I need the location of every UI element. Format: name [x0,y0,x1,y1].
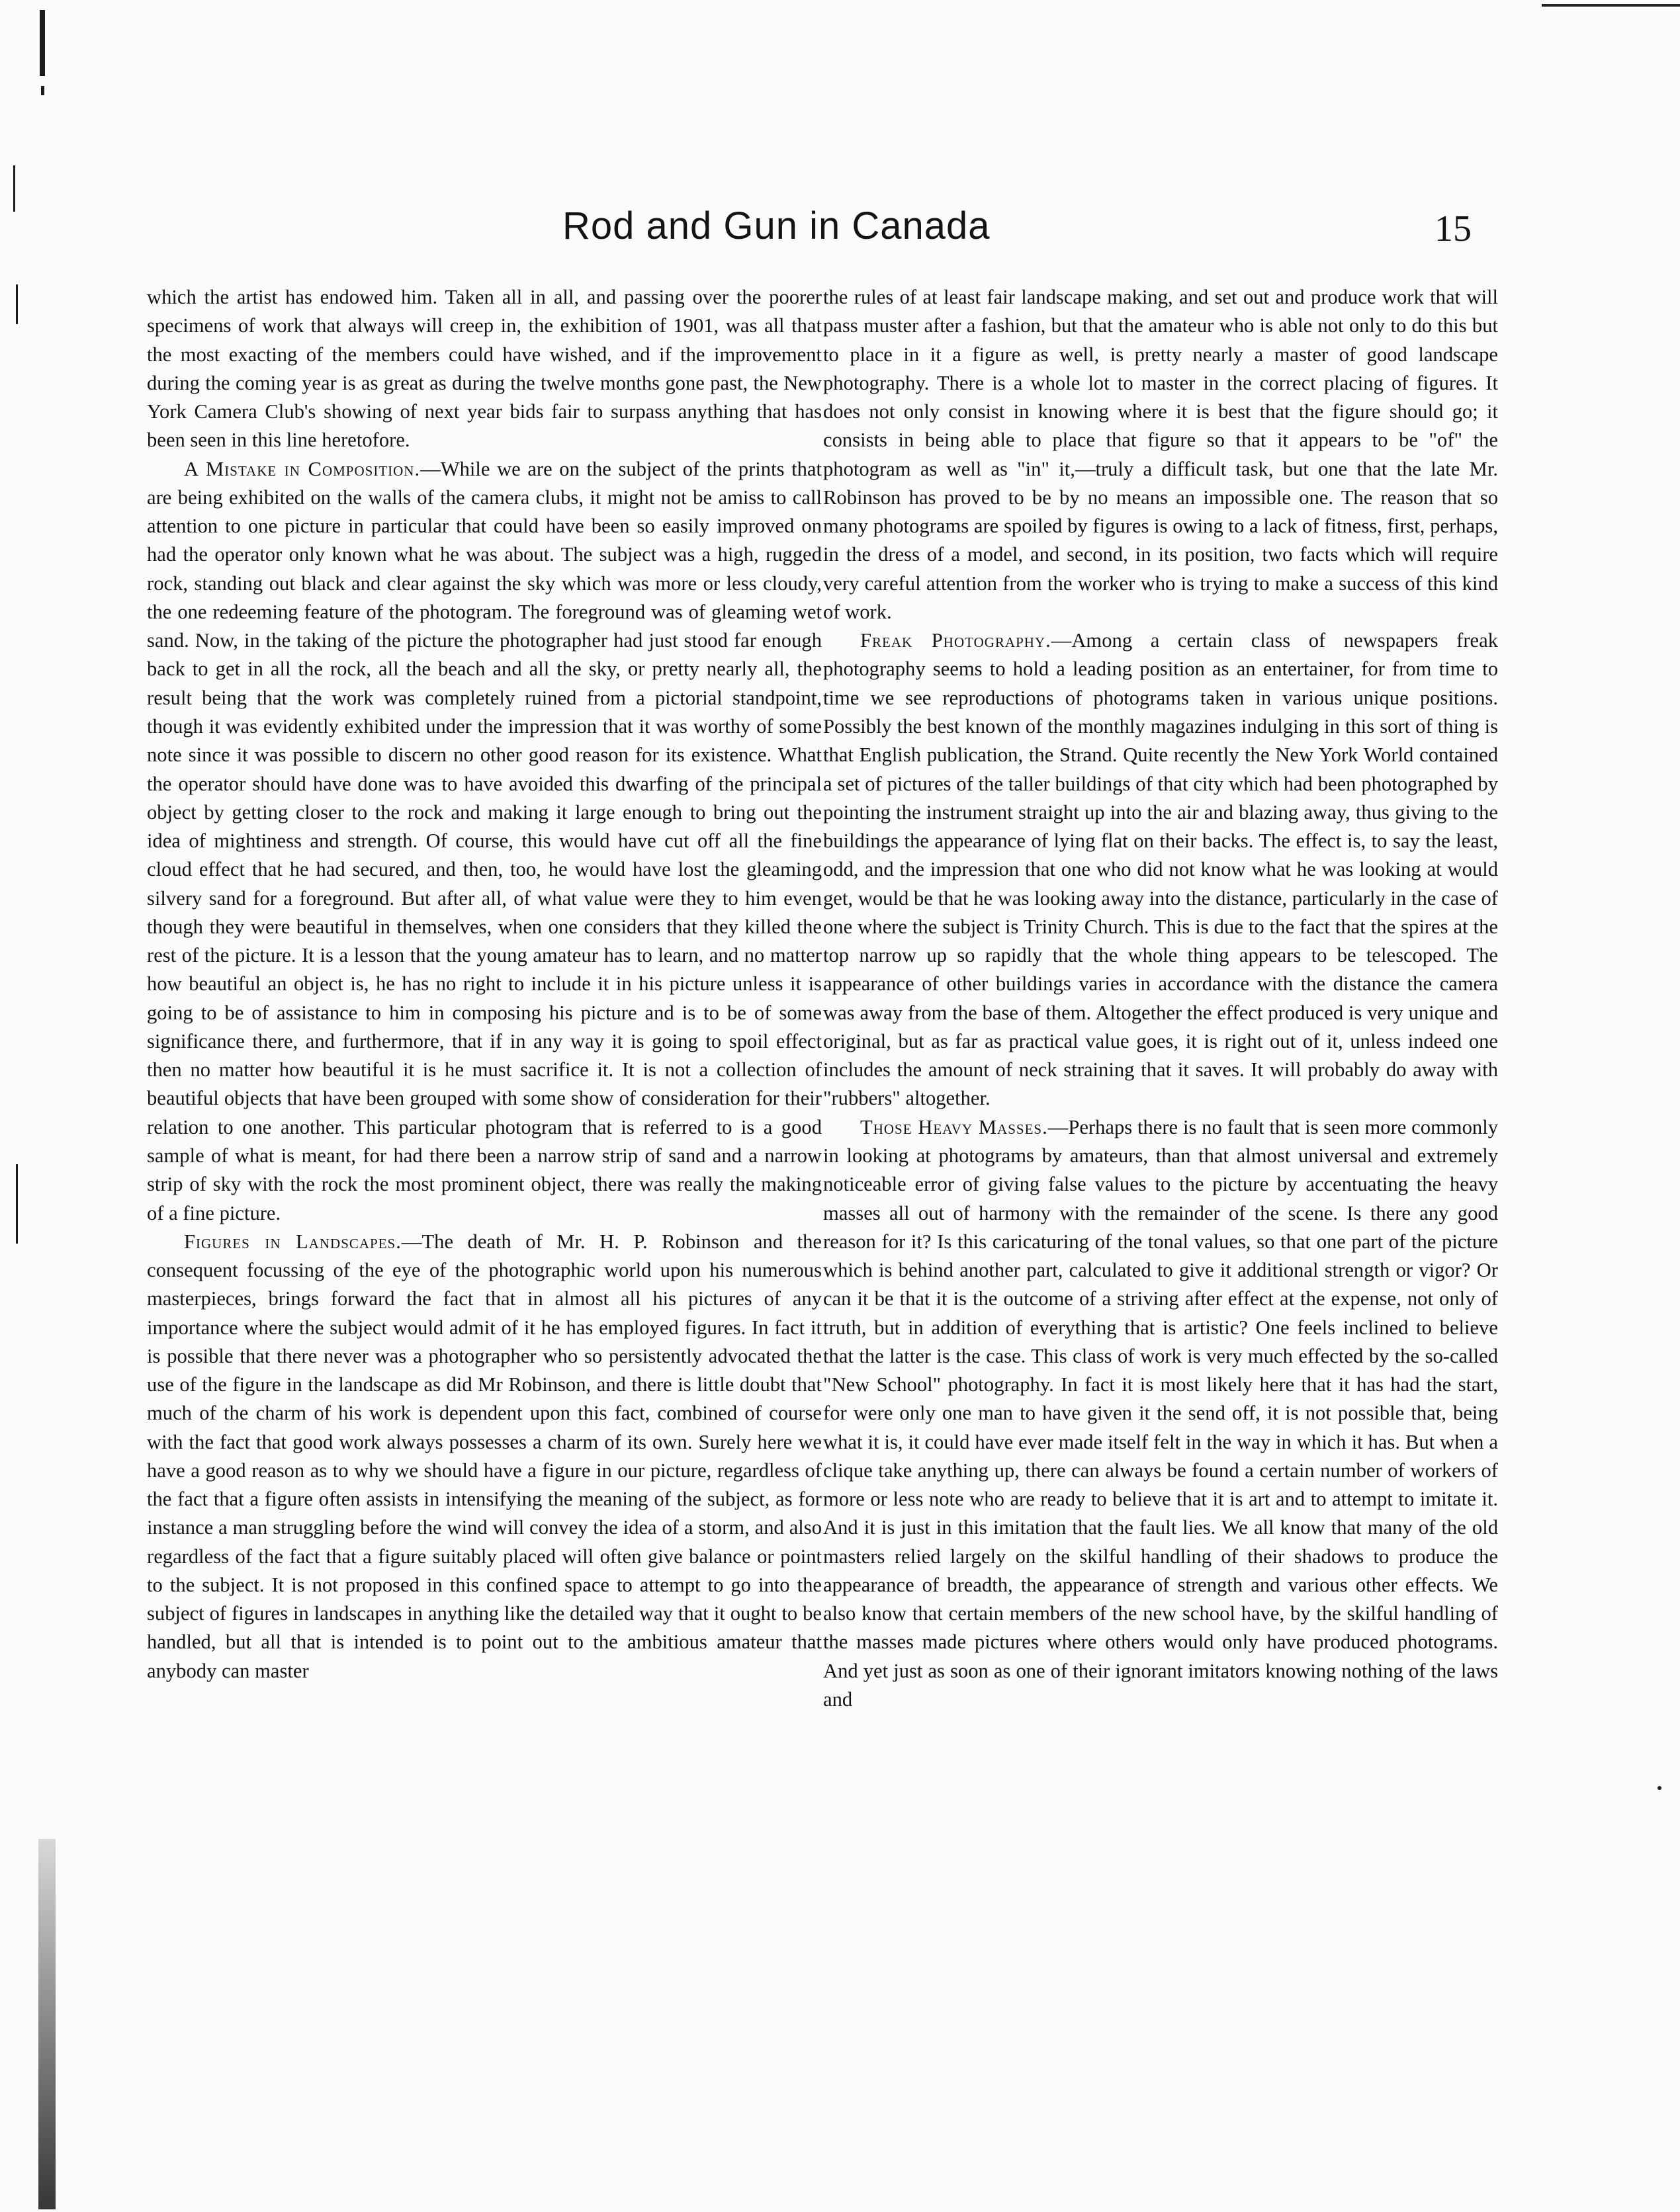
paragraph-body: —The death of Mr. H. P. Robinson and the consequent focussing of the eye of the photographic world upon his numerous masterpieces, brings forward the fact that in almost all his pictures of any importance where the subject would admit of it he has employed figures. In fact it is possible that there never was a photographer who so persistently advocated the use of the figure in the landscape as did Mr Robinson, and there is little doubt that much of the charm of his work is dependent upon this fact, combined of course with the fact that good work always possesses a charm of its own. Surely here we have a good reason as to why we should have a figure in our picture, regardless of the fact that a figure often assists in intensifying the meaning of the subject, as for instance a man struggling before the wind will convey the idea of a storm, and also regardless of the fact that a figure suitably placed will often give balance or point to the subject. It is not proposed in this confined space to attempt to go into the subject of figures in landscapes in anything like the detailed way that it ought to be handled, but all that is intended is to point out to the ambitious amateur that anybody can master [147,1230,822,1682]
page-spine-shadow [38,1839,56,2209]
page-number: 15 [1435,208,1472,249]
paragraph-freak-photography [823,626,1498,1113]
section-heading: Those Heavy Masses. [860,1115,1048,1138]
paragraph-body: —Among a certain class of newspapers freak photography seems to hold a leading position as an entertainer, for from time to time we see reproductions of photograms taken in various unique positions. Possibly the best known of the monthly magazines indulging in this sort of thing is that English publication, the Strand. Quite recently the New York World contained a set of pictures of the taller buildings of that city which had been photographed by pointing the instrument straight up into the air and blazing away, thus giving to the buildings the appearance of lying flat on their backs. The effect is, to say the least, odd, and the impression that one who did not know what he was looking at would get, would be that he was looking away into the distance, particularly in the case of one where the subject is Trinity Church. This is due to the fact that the spires at the top narrow up so rapidly that the whole thing appears to be telescoped. The appearance of other buildings varies in accordance with the distance the camera was away from the base of them. Altogether the effect produced is very unique and original, but as far as practical value goes, it is right out of it, unless indeed one includes the amount of neck straining that it saves. It will probably do away with "rubbers" altogether. [823,629,1498,1110]
binding-mark-top [40,10,45,76]
paragraph-those-heavy-masses [823,1113,1498,1715]
left-column [147,283,822,1685]
page-header [0,198,1680,265]
paragraph-body: —Perhaps there is no fault that is seen more commonly in looking at photograms by amateurs, than that almost universal and extremely noticeable error of giving false values to the picture by accentuating the heavy masses all out of harmony with the remainder of the scene. Is there any good reason for it? Is this caricaturing of the tonal values, so that one part of the picture which is behind another part, calculated to give it additional strength or vigor? Or can it be that it is the outcome of a striving after effect at the expense, not only of truth, but in addition of everything that is artistic? One feels inclined to believe that the latter is the case. This class of work is very much effected by the so-called "New School" photography. In fact it is most likely here that it has had the start, for were only one man to have given it the send off, it is not possible that, being what it is, it could have ever made itself felt in the way in which it has. But when a clique take anything up, there can always be found a certain number of workers of more or less note who are ready to believe that it is art and to attempt to imitate it. And it is just in this imitation that the fault lies. We all know that many of the old masters relied largely on the skilful handling of their shadows to produce the appearance of breadth, the appearance of strength and various other effects. We also know that certain members of the new school have, by the skilful handling of the masses made pictures where others would only have produced photograms. And yet just as soon as one of their ignorant imitators knowing nothing of the laws and [823,1115,1498,1711]
binding-mark-dot [41,86,44,95]
paragraph-mistake-in-composition [147,455,822,1228]
binding-mark-left-2 [16,284,18,324]
paragraph-body: —While we are on the subject of the prints that are being exhibited on the walls of the camera clubs, it might not be amiss to call attention to one picture in particular that could have been so easily improved on had the operator only known what he was about. The subject was a high, rugged rock, standing out black and clear against the sky which was more or less cloudy, the one redeeming feature of the photogram. The foreground was of gleaming wet sand. Now, in the taking of the picture the photographer had just stood far enough back to get in all the rock, all the beach and all the sky, or pretty nearly all, the result being that the work was completely ruined from a pictorial standpoint, though it was evidently exhibited under the impression that it was worthy of some note since it was possible to discern no other good reason for its existence. What the operator should have done was to have avoided this dwarfing of the principal object by getting closer to the rock and making it large enough to bring out the idea of mightiness and strength. Of course, this would have cut off all the fine cloud effect that he had secured, and then, too, he would have lost the gleaming silvery sand for a foreground. But after all, of what value were they to him even though they were beautiful in themselves, when one considers that they killed the rest of the picture. It is a lesson that the young amateur has to learn, and no matter how beautiful an object is, he has no right to include it in his picture unless it is going to be of assistance to him in composing his picture and is to be of some significance there, and furthermore, that if in any way it is going to spoil effect then no matter how beautiful it is he must sacrifice it. It is not a collection of beautiful objects that have been grouped with some show of consideration for their relation to one another. This particular photogram that is referred to is a good sample of what is meant, for had there been a narrow strip of sand and a narrow strip of sky with the rock the most prominent object, there was really the making of a fine picture. [147,457,822,1224]
section-heading: A Mistake in Composition. [184,457,421,480]
paragraph-continuation: the rules of at least fair landscape making, and set out and produce work that will pass muster after a fashion, but that the amateur who is able not only to do this but to place in it a figure as well, is pretty nearly a master of good landscape photography. There is a whole lot to master in the correct placing of figures. It does not only consist in knowing where it is best that the figure should go; it consists in being able to place that figure so that it appears to be "of" the photogram as well as "in" it,—truly a difficult task, but one that the late Mr. Robinson has proved to be by no means an impossible one. The reason that so many photograms are spoiled by figures is owing to a lack of fitness, first, perhaps, in the dress of a model, and second, in its position, two facts which will require very careful attention from the worker who is trying to make a success of this kind of work. [823,286,1498,623]
section-heading: Figures in Landscapes. [184,1230,402,1253]
binding-mark-left-3 [16,1164,18,1244]
stray-dot [1658,1786,1661,1790]
right-column [823,283,1498,1714]
scan-edge-rule [1542,4,1680,7]
paragraph-continuation: which the artist has endowed him. Taken all in all, and passing over the poorer specimens of work that always will creep in, the exhibition of 1901, was all that the most exacting of the members could have wished, and if the improvement during the coming year is as great as during the twelve months gone past, the New York Camera Club's showing of next year bids fair to surpass anything that has been seen in this line heretofore. [147,286,822,452]
paragraph-figures-in-landscapes [147,1228,822,1685]
section-heading: Freak Photography. [860,629,1051,652]
running-title: Rod and Gun in Canada [562,204,991,247]
